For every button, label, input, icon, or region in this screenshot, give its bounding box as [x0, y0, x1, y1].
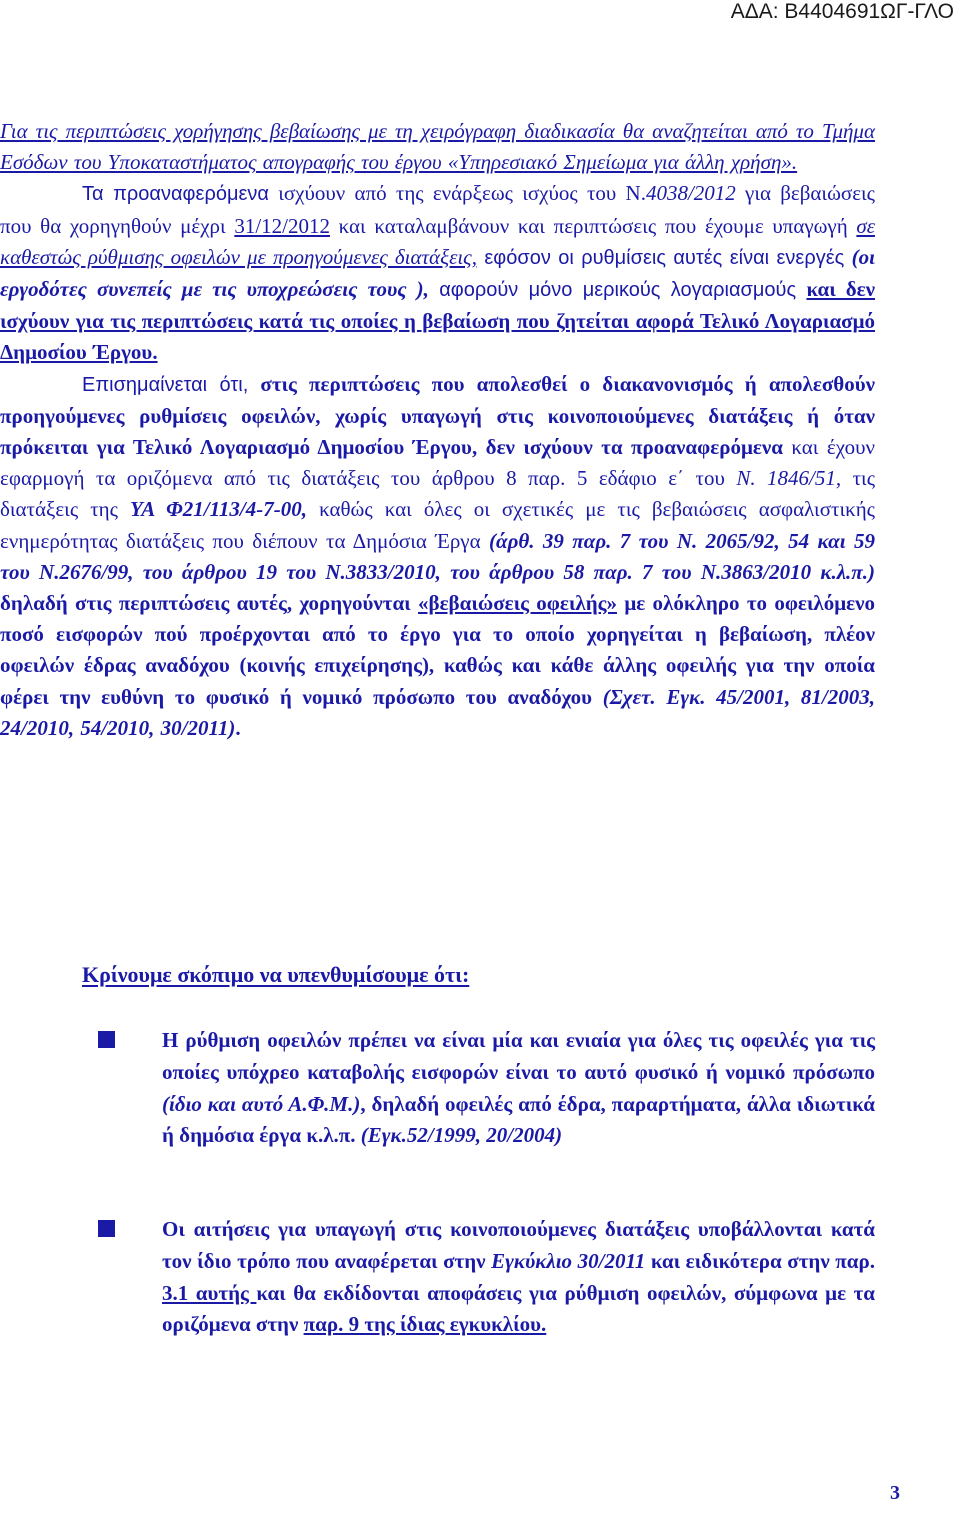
- p3-s2: στις περιπτώσεις που απολεσθεί ο διακανονισμός ή απολεσθούν προηγούμενες ρυθμίσεις οφειλών, χωρίς υπαγωγή στις κοινοποιούμενες διατάξεις ή όταν πρόκειται για Τελικό Λογαριασμό Δημοσίου Έργου, δεν ισχύουν τα προαναφερόμενα: [0, 371, 875, 460]
- p2-s10: αφορούν μόνο μερικούς λογαριασμούς: [428, 279, 807, 302]
- reminder-heading: Κρίνουμε σκόπιμο να υπενθυμίσουμε ότι:: [82, 962, 470, 987]
- p3-s8: (άρθ. 39 παρ. 7 του Ν. 2065/92, 54 και 59 του Ν.2676/99, του άρθρου 19 του Ν.3833/2010, του άρθρου 58 παρ. 7 του Ν.3863/2010 κ.λ.π.): [0, 528, 875, 584]
- paragraph-applicability: [0, 178, 875, 368]
- bullet-item-single-settlement: [98, 1025, 875, 1152]
- p2-s1: Τα προαναφερόμενα: [82, 183, 269, 206]
- p2-s9: (οι εργοδότες συνεπείς με τις υποχρεώσεις τους ),: [0, 244, 875, 302]
- p3-s4: Ν. 1846/51,: [736, 466, 842, 491]
- p3-s11: με ολόκληρο το οφειλόμενο ποσό εισφορών πού προέρχονται από το έργο για το οποίο χορηγείται η βεβαίωση, πλέον οφειλών έδρας αναδόχου (κοινής επιχείρησης), καθώς και κάθε άλλης οφειλής για την οποία φέρει την ευθύνη το φυσικό ή νομικό πρόσωπο του αναδόχου: [0, 591, 875, 709]
- p3-s6: ΥΑ Φ21/113/4-7-00,: [130, 497, 307, 522]
- document-body: [0, 116, 875, 744]
- ada-code: ΑΔΑ: Β4404691ΩΓ-ΓΛΟ: [730, 0, 954, 23]
- p3-s10: «βεβαιώσεις οφειλής»: [418, 591, 617, 616]
- b2-s4: 3.1 αυτής: [162, 1280, 257, 1305]
- b2-s2: Εγκύκλιο 30/2011: [491, 1248, 646, 1273]
- b2-s6: παρ. 9 της ίδιας εγκυκλίου.: [303, 1312, 547, 1337]
- paragraph-exceptions: [0, 369, 875, 744]
- deadline-date: 31/12/2012: [234, 213, 330, 238]
- b2-s1: Οι αιτήσεις για υπαγωγή στις κοινοποιούμενες διατάξεις υποβάλλονται κατά τον ίδιο τρόπο που αναφέρεται στην: [162, 1217, 875, 1273]
- page-number: 3: [890, 1482, 900, 1504]
- p3-s9: δηλαδή στις περιπτώσεις αυτές, χορηγούνται: [0, 591, 419, 616]
- p3-s7: καθώς και όλες οι σχετικές με τις βεβαιώσεις ασφαλιστικής ενημερότητας διατάξεις που διέπουν τα Δημόσια Έργα: [0, 497, 875, 553]
- p2-s7: σε καθεστώς ρύθμισης οφειλών με προηγούμενες διατάξεις,: [0, 213, 875, 269]
- p2-s8: εφόσον οι ρυθμίσεις αυτές είναι ενεργές: [476, 246, 852, 269]
- b1-s2: (ίδιο και αυτό Α.Φ.Μ.): [162, 1091, 361, 1116]
- law-reference: 4038/2012: [645, 181, 736, 206]
- p3-s12: (Σχετ. Εγκ. 45/2001, 81/2003, 24/2010, 54/2010, 30/2011): [0, 684, 875, 740]
- b1-s3: , δηλαδή οφειλές από έδρα, παραρτήματα, άλλα ιδιωτικά ή δημόσια έργα κ.λ.π.: [162, 1091, 875, 1148]
- b2-s5: και θα εκδίδονται αποφάσεις για ρύθμιση οφειλών, σύμφωνα με τα οριζόμενα στην: [162, 1280, 875, 1337]
- b1-s1: Η ρύθμιση οφειλών πρέπει να είναι μία και ενιαία για όλες τις οφειλές για τις οποίες υπόχρεο καταβολής εισφορών είναι το αυτό φυσικό ή νομικό πρόσωπο: [162, 1028, 875, 1084]
- p3-s5: τις διατάξεις της: [0, 466, 876, 522]
- paragraph-manual-procedure: Για τις περιπτώσεις χορήγησης βεβαίωσης με τη χειρόγραφη διαδικασία θα αναζητείται από το Τμήμα Εσόδων του Υποκαταστήματος απογραφής του έργου «Υπηρεσιακό Σημείωμα για άλλη χρήση».: [0, 119, 875, 175]
- bullet-1-text: [162, 1025, 875, 1152]
- bullet-2-text: [162, 1214, 875, 1341]
- bullet-item-applications: [98, 1214, 875, 1341]
- b1-s4: (Εγκ.52/1999, 20/2004): [360, 1123, 563, 1148]
- p3-s13: .: [235, 715, 241, 740]
- square-bullet-icon: [98, 1031, 115, 1048]
- p2-s6: και καταλαμβάνουν και περιπτώσεις που έχουμε υπαγωγή: [329, 213, 857, 238]
- p2-s2: ισχύουν από της ενάρξεως ισχύος του Ν.: [268, 181, 646, 206]
- square-bullet-icon: [98, 1220, 115, 1237]
- b2-s3: και ειδικότερα στην παρ.: [645, 1248, 875, 1273]
- p3-s3: και έχουν εφαρμογή τα οριζόμενα από τις διατάξεις του άρθρου 8 παρ. 5 εδάφιο ε΄ του: [0, 435, 875, 491]
- p2-s4: για βεβαιώσεις που θα χορηγηθούν μέχρι: [0, 181, 876, 238]
- p2-s11: και δεν ισχύουν για τις περιπτώσεις κατά τις οποίες η βεβαίωση που ζητείται αφορά Τελικό Λογαριασμό Δημοσίου Έργου.: [0, 277, 875, 365]
- p3-s1: Επισημαίνεται ότι,: [82, 373, 249, 396]
